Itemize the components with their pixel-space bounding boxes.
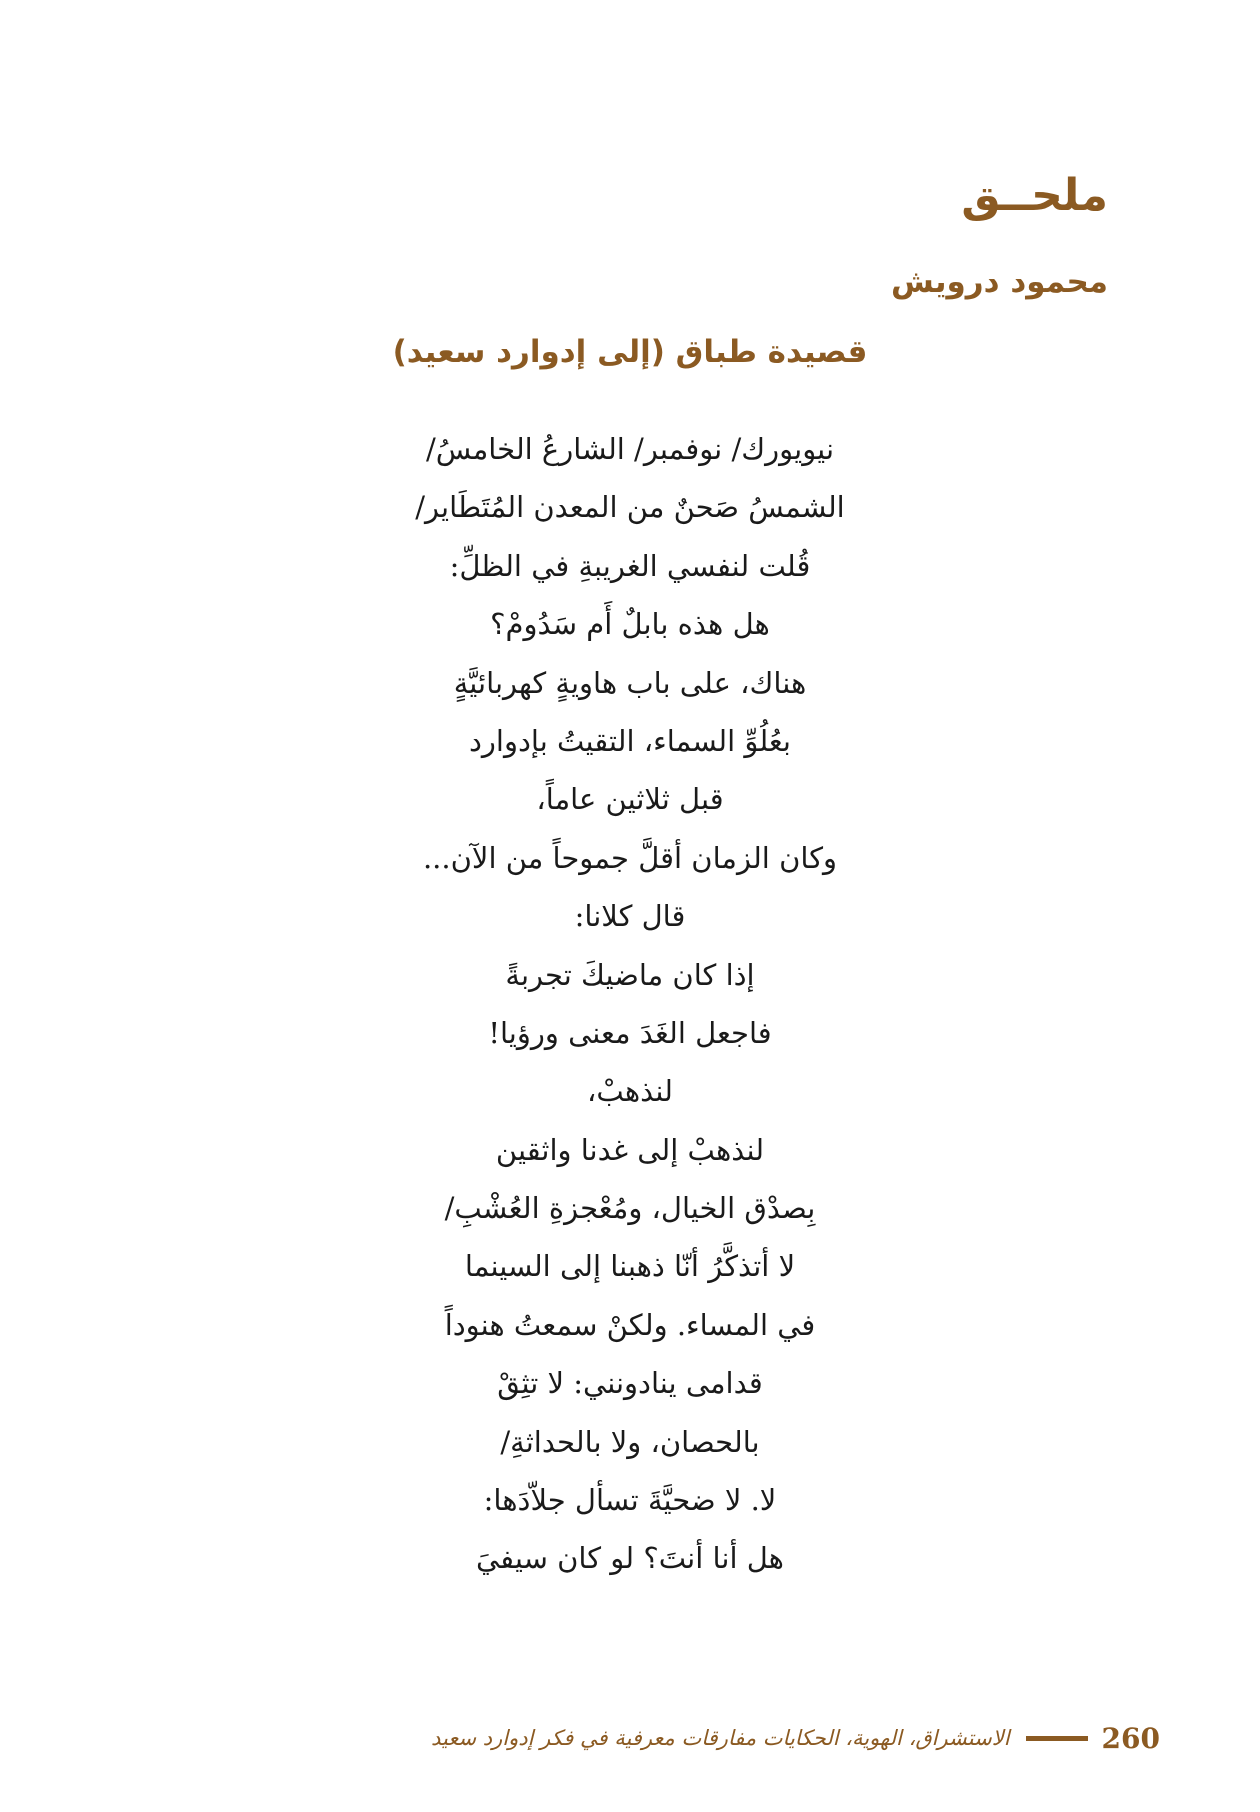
poem-line: نيويورك/ نوفمبر/ الشارعُ الخامسُ/ [425, 432, 835, 466]
poem-line: بِصدْق الخيال، ومُعْجزةِ العُشْبِ/ [444, 1191, 816, 1226]
poem-line: قدامى ينادونني: لا تثِقْ [497, 1366, 763, 1401]
poem-line: لنذهبْ إلى غدنا واثقين [495, 1132, 765, 1167]
poem-title: قصيدة طباق (إلى إدوارد سعيد) [392, 334, 868, 370]
poem-line: لا. لا ضحيَّةَ تسأل جلاّدَها: [483, 1483, 777, 1518]
poem-line: الشمسُ صَحنٌ من المعدن المُتَطَاير/ [415, 490, 845, 525]
poem-body [0, 420, 1260, 1588]
running-book-title: الاستشراق، الهوية، الحكايات مفارقات معرفية في فكر إدوارد سعيد [431, 1726, 1010, 1750]
poem-line: هل هذه بابلٌ أَم سَدُومْ؟ [490, 607, 770, 642]
poem-line: قبل ثلاثين عاماً، [536, 782, 724, 817]
page-footer [360, 1718, 1160, 1758]
poem-line: فاجعل الغَدَ معنى ورؤيا! [488, 1015, 772, 1050]
poem-line: في المساء. ولكنْ سمعتُ هنوداً [444, 1307, 816, 1342]
poem-line: لنذهبْ، [587, 1074, 673, 1109]
poem-line: وكان الزمان أقلَّ جموحاً من الآن... [422, 840, 838, 875]
footer-divider [1026, 1736, 1088, 1741]
poem-line: إذا كان ماضيكَ تجربةً [505, 957, 755, 992]
poem-line: هناك، على باب هاويةٍ كهربائيَّةٍ [453, 665, 807, 700]
author-name: محمود درويش [891, 264, 1108, 300]
poem-line: هل أنا أنتَ؟ لو كان سيفيَ [476, 1541, 784, 1576]
page-number: 260 [1101, 1721, 1160, 1755]
poem-line: بالحصان، ولا بالحداثةِ/ [500, 1424, 760, 1459]
poem-line: قال كلانا: [574, 899, 686, 934]
poem-line: قُلت لنفسي الغريبةِ في الظلِّ: [449, 548, 811, 583]
poem-line: لا أتذكَّرُ أنّا ذهبنا إلى السينما [464, 1249, 796, 1284]
poem-line: بعُلُوِّ السماء، التقيتُ بإدوارد [468, 723, 791, 758]
appendix-heading: ملحــق [961, 170, 1108, 221]
